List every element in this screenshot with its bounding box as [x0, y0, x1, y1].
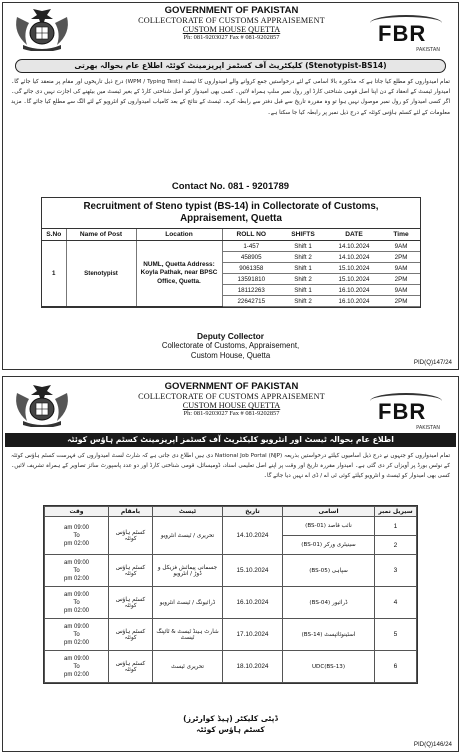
pid-number: PID(Q)147/24	[413, 359, 452, 366]
signatory-title: ڈپٹی کلیکٹر (ہیڈ کوارٹرز)	[183, 714, 278, 723]
time: 9AM	[382, 241, 420, 252]
venue: کسٹم ہاؤس کوئٹہ	[109, 651, 153, 683]
serial-number: 5	[375, 619, 417, 651]
time-to: To	[73, 599, 80, 606]
time-start: 09:00 am	[63, 524, 90, 531]
time-end: 02:00 pm	[63, 671, 90, 678]
fbr-logo-subtext: PAKISTAN	[416, 425, 440, 431]
table-row	[42, 241, 420, 252]
date: 18.10.2024	[223, 651, 283, 683]
column-header: Location	[136, 229, 222, 241]
column-header: ROLL NO	[222, 229, 280, 241]
phone-fax: Ph: 081-9203027 Fax # 081-9202857	[183, 410, 280, 417]
post-name: UDC(BS-13)	[283, 651, 375, 683]
serial-number: 2	[375, 536, 417, 555]
time	[45, 517, 109, 555]
venue: کسٹم ہاؤس کوئٹہ	[109, 619, 153, 651]
urdu-notice-body: تمام امیدواروں کو جنہوں نے درج ذیل اسامیوں کیلئے درخواستیں بذریعہ National Job Portal (NJP) دی ہیں اطلاع دی جاتی ہے کہ شارٹ لسٹ امیدواروں کی فہرست کسٹم ہاؤس کوئٹہ کے نوٹس بورڈ پر آویزاں کر دی گئی ہے۔ امیدوار مقررہ تاریخ اور وقت پر اپنے اصل تعلیمی اسناد، ڈومیسائل، قومی شناختی کارڈ اور دو عدد پاسپورٹ سائز تصاویر کے ہمراہ تشریف لائیں۔ کسی بھی امیدوار کو ٹیسٹ و انٹرویو کیلئے کوئی ٹی اے / ڈی اے نہیں دیا جائے گا۔	[11, 453, 450, 480]
date: 15.10.2024	[326, 274, 382, 285]
table-header-row	[45, 507, 417, 517]
roll-number: 18112263	[222, 285, 280, 296]
serial-number: 1	[375, 517, 417, 536]
serial-number: 1	[42, 241, 66, 307]
column-header: ٹیسٹ	[153, 507, 223, 517]
pid-number: PID(Q)146/24	[413, 741, 452, 748]
time	[45, 651, 109, 683]
date: 16.10.2024	[223, 587, 283, 619]
recruitment-advertisement-stenotypist	[2, 2, 459, 370]
column-header: Time	[382, 229, 420, 241]
shift: Shift 1	[280, 241, 326, 252]
government-title: GOVERNMENT OF PAKISTAN	[164, 5, 299, 16]
roll-number: 458905	[222, 252, 280, 263]
schedule-title	[42, 198, 420, 229]
post-name: نائب قاصد (BS-01)	[283, 517, 375, 536]
date: 16.10.2024	[326, 285, 382, 296]
fbr-logo-subtext: PAKISTAN	[416, 47, 440, 53]
shift: Shift 2	[280, 274, 326, 285]
urdu-banner: اطلاع عام بحوالہ ٹیسٹ اور انٹرویو کلیکٹریٹ آف کسٹمز اپریزمینٹ کسٹم ہاؤس کوئٹہ	[5, 433, 456, 447]
time: 2PM	[382, 252, 420, 263]
column-header: اسامی	[283, 507, 375, 517]
table-row	[45, 651, 417, 683]
test-type: شارٹ ہینڈ ٹیسٹ & ٹائپنگ ٹیسٹ	[153, 619, 223, 651]
urdu-banner: کلیکٹریٹ آف کسٹمز اپریزمینٹ کوئٹہ اطلاع عام بحوالہ بھرتی (Stenotypist-BS14)	[15, 59, 446, 73]
time-to: To	[73, 532, 80, 539]
time-start: 09:00 am	[63, 655, 90, 662]
time-to: To	[73, 567, 80, 574]
test-type: ڈرائیونگ / ٹیسٹ انٹرویو	[153, 587, 223, 619]
post-name: ڈرائیور (BS-04)	[283, 587, 375, 619]
shift: Shift 1	[280, 263, 326, 274]
roll-number: 1-457	[222, 241, 280, 252]
test-type: جسمانی پیمائش فزیکل و ڈوڑ / انٹرویو	[153, 555, 223, 587]
signature-block	[3, 713, 458, 735]
date: 14.10.2024	[326, 241, 382, 252]
roll-number: 22642715	[222, 296, 280, 307]
time-start: 09:00 am	[63, 559, 90, 566]
date: 16.10.2024	[326, 296, 382, 307]
table-row	[45, 555, 417, 587]
column-header: DATE	[326, 229, 382, 241]
fbr-logo	[370, 15, 442, 51]
time	[45, 555, 109, 587]
urdu-notice-body: تمام امیدواروں کو مطلع کیا جاتا ہے کہ مذکورہ بالا اسامی کے لئے درخواستیں جمع کروانے والے امیدواروں کا ٹیسٹ (WPM / Typing Test) درج ذیل تاریخوں اور مقام پر منعقد کیا جائے گا۔ امیدوار ٹیسٹ کے انعقاد کے دن اپنا اصل قومی شناختی کارڈ اور رول نمبر سلپ ہمراہ لائیں۔ کسی بھی امیدوار کو اصل شناختی کارڈ کے بغیر ٹیسٹ میں بیٹھنے کی اجازت نہیں دی جائے گی۔ اگر کسی امیدوار کو رول نمبر موصول نہیں ہوا تو وہ مقررہ تاریخ سے قبل دفتر سے رابطہ کرے۔ ٹیسٹ کے نتائج کے بعد کامیاب امیدواروں کو انٹرویو کے لئے الگ سے مطلع کیا جائے گا۔ مزید معلومات کے لئے کسٹم ہاؤس کوئٹہ کے درج ذیل نمبر پر رابطہ کیا جا سکتا ہے۔	[11, 79, 450, 116]
state-emblem-icon	[11, 7, 73, 51]
fbr-logo-text: FBR	[378, 399, 427, 424]
signatory-address: Custom House, Quetta	[190, 351, 271, 360]
custom-house-title: CUSTOM HOUSE QUETTA	[182, 25, 281, 34]
time: 2PM	[382, 274, 420, 285]
state-emblem-icon	[11, 383, 73, 427]
contact-number: Contact No. 081 - 9201789	[171, 181, 290, 192]
time-end: 02:00 pm	[63, 607, 90, 614]
collectorate-title: COLLECTORATE OF CUSTOMS APPRAISEMENT	[138, 392, 325, 401]
table-header-row	[42, 229, 420, 241]
column-header: Name of Post	[66, 229, 136, 241]
post-name: سینیٹری ورکر (BS-01)	[283, 536, 375, 555]
column-header: S.No	[42, 229, 66, 241]
shift: Shift 1	[280, 285, 326, 296]
date: 14.10.2024	[223, 517, 283, 555]
table-row	[45, 587, 417, 619]
date: 14.10.2024	[326, 252, 382, 263]
fbr-logo	[370, 393, 442, 429]
shift: Shift 2	[280, 296, 326, 307]
test-location: NUML, Quetta Address: Koyla Pathak, near BPSC Office, Quetta.	[136, 241, 222, 307]
custom-house-title: CUSTOM HOUSE QUETTA	[182, 401, 281, 410]
post-name: اسٹینوٹائپسٹ (BS-14)	[283, 619, 375, 651]
serial-number: 4	[375, 587, 417, 619]
signatory-office: Collectorate of Customs, Appraisement,	[161, 341, 300, 350]
test-type: تحریری ٹیسٹ	[153, 651, 223, 683]
signature-block	[3, 331, 458, 361]
time-end: 02:00 pm	[63, 639, 90, 646]
date: 17.10.2024	[223, 619, 283, 651]
schedule-title-line-1: Recruitment of Steno typist (BS-14) in Collectorate of Customs,	[83, 201, 379, 212]
time: 9AM	[382, 285, 420, 296]
signatory-office: کسٹم ہاؤس کوئٹہ	[196, 725, 265, 734]
schedule-table	[42, 229, 420, 307]
schedule-title-line-2: Appraisement, Quetta	[180, 213, 282, 224]
time: 2PM	[382, 296, 420, 307]
venue: کسٹم ہاؤس کوئٹہ	[109, 517, 153, 555]
collectorate-title: COLLECTORATE OF CUSTOMS APPRAISEMENT	[138, 16, 325, 25]
letterhead	[103, 5, 360, 41]
column-header: بامقام	[109, 507, 153, 517]
column-header: سیریل نمبر	[375, 507, 417, 517]
test-interview-advertisement	[2, 376, 459, 752]
time-end: 02:00 pm	[63, 575, 90, 582]
signatory-title: Deputy Collector	[196, 331, 264, 341]
serial-number: 3	[375, 555, 417, 587]
column-header: تاریخ	[223, 507, 283, 517]
letterhead	[103, 381, 360, 417]
roll-number: 13591810	[222, 274, 280, 285]
time-start: 09:00 am	[63, 591, 90, 598]
time-start: 09:00 am	[63, 623, 90, 630]
test-schedule-table	[43, 505, 418, 684]
venue: کسٹم ہاؤس کوئٹہ	[109, 587, 153, 619]
serial-number: 6	[375, 651, 417, 683]
recruitment-schedule-box	[41, 197, 421, 308]
column-header: SHIFTS	[280, 229, 326, 241]
time-end: 02:00 pm	[63, 540, 90, 547]
shift: Shift 2	[280, 252, 326, 263]
table-row	[45, 619, 417, 651]
test-type: تحریری / ٹیسٹ انٹرویو	[153, 517, 223, 555]
date: 15.10.2024	[326, 263, 382, 274]
time	[45, 587, 109, 619]
venue: کسٹم ہاؤس کوئٹہ	[109, 555, 153, 587]
time-to: To	[73, 663, 80, 670]
post-name: Stenotypist	[66, 241, 136, 307]
table-row	[45, 517, 417, 536]
government-title: GOVERNMENT OF PAKISTAN	[164, 381, 299, 392]
fbr-logo-text: FBR	[378, 21, 427, 46]
post-name: سپاہی (BS-05)	[283, 555, 375, 587]
time	[45, 619, 109, 651]
time-to: To	[73, 631, 80, 638]
date: 15.10.2024	[223, 555, 283, 587]
time: 9AM	[382, 263, 420, 274]
column-header: وقت	[45, 507, 109, 517]
phone-fax: Ph: 081-9203027 Fax # 081-9202857	[183, 34, 280, 41]
roll-number: 9061358	[222, 263, 280, 274]
